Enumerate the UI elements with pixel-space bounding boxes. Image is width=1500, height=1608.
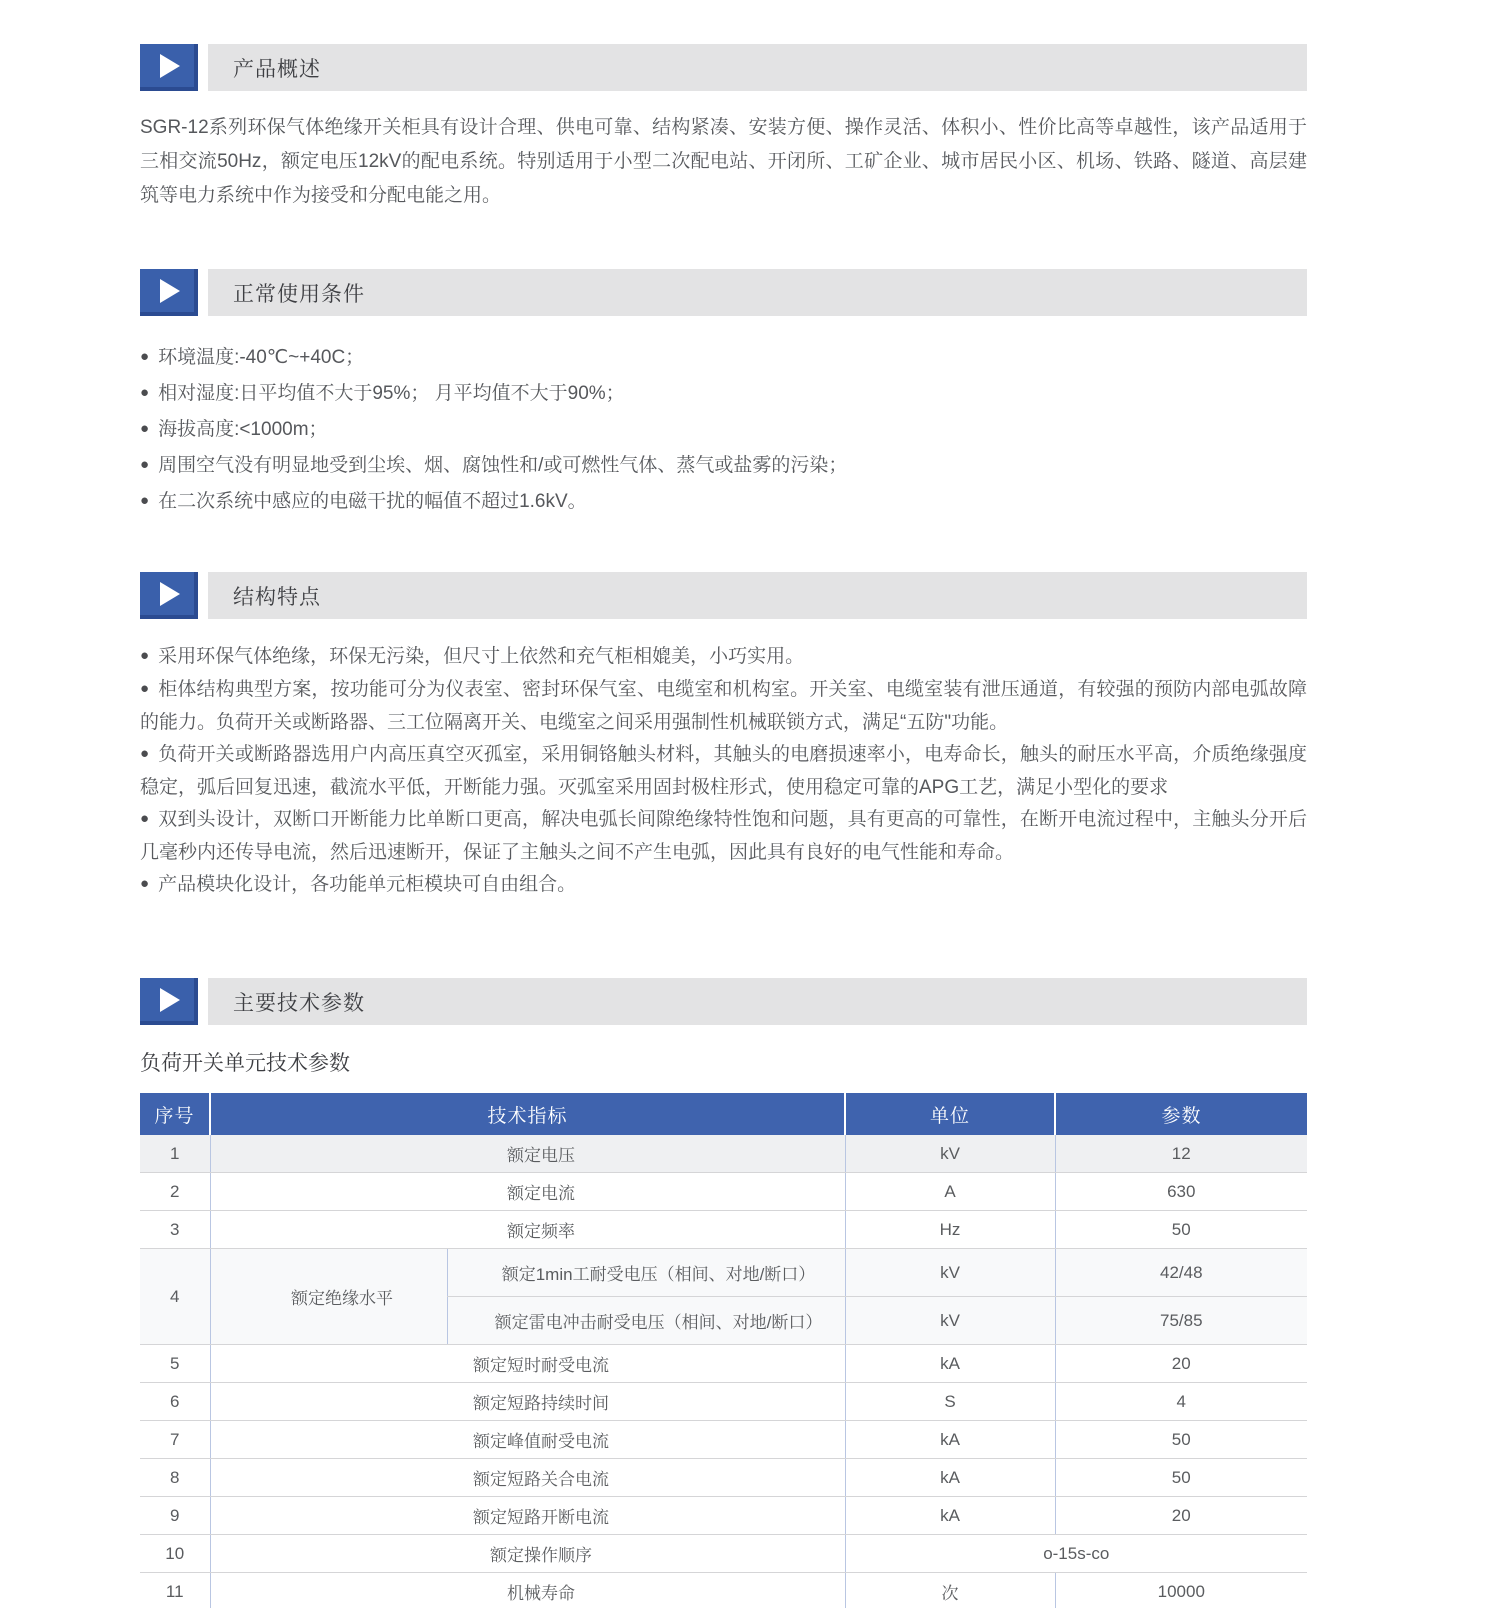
conditions-list <box>140 340 1307 520</box>
cell-indicator: 额定绝缘水平 <box>210 1249 447 1345</box>
section-title: 主要技术参数 <box>233 991 365 1015</box>
col-header-indicator: 技术指标 <box>210 1093 845 1135</box>
cell-value: 630 <box>1055 1173 1307 1211</box>
table-subtitle: 负荷开关单元技术参数 <box>140 1052 350 1075</box>
cell-value: 50 <box>1055 1211 1307 1249</box>
bullet-item: ● 周围空气没有明显地受到尘埃、烟、腐蚀性和/或可燃性气体、蒸气或盐雾的污染； <box>140 448 1307 484</box>
section-title-bar <box>208 572 1307 619</box>
cell-indicator: 额定短路开断电流 <box>210 1497 845 1535</box>
play-icon <box>140 572 198 619</box>
cell-indicator: 额定电流 <box>210 1173 845 1211</box>
table-row <box>140 1421 1307 1459</box>
cell-indicator: 额定操作顺序 <box>210 1535 845 1573</box>
cell-unit: kA <box>845 1345 1055 1383</box>
play-icon <box>140 269 198 316</box>
cell-unit: kA <box>845 1497 1055 1535</box>
cell-unit: kA <box>845 1421 1055 1459</box>
cell-no: 8 <box>140 1459 210 1497</box>
section-features <box>140 572 1307 902</box>
parameters-table <box>140 1093 1307 1608</box>
table-row <box>140 1345 1307 1383</box>
col-header-unit: 单位 <box>845 1093 1055 1135</box>
bullet-item: ● 采用环保气体绝缘，环保无污染，但尺寸上依然和充气柜相媲美，小巧实用。 <box>140 641 1307 674</box>
cell-indicator: 额定频率 <box>210 1211 845 1249</box>
table-row <box>140 1535 1307 1573</box>
cell-indicator: 额定短时耐受电流 <box>210 1345 845 1383</box>
cell-unit: kA <box>845 1459 1055 1497</box>
cell-indicator: 额定短路持续时间 <box>210 1383 845 1421</box>
cell-no: 11 <box>140 1573 210 1608</box>
cell-indicator: 额定短路关合电流 <box>210 1459 845 1497</box>
cell-unit: S <box>845 1383 1055 1421</box>
cell-no: 4 <box>140 1249 210 1345</box>
cell-unit: kV <box>845 1249 1055 1297</box>
table-body <box>140 1135 1307 1608</box>
cell-value: 12 <box>1055 1135 1307 1173</box>
table-row <box>140 1383 1307 1421</box>
section-parameters <box>140 978 1307 1608</box>
bullet-item: ● 负荷开关或断路器选用户内高压真空灭孤室，采用铜铬触头材料，其触头的电磨损速率小，电寿命长，触头的耐压水平高，介质绝缘强度稳定，弧后回复迅速，截流水平低，开断能力强。灭弧室采用固封极柱形式，使用稳定可靠的APG工艺，满足小型化的要求 <box>140 739 1307 804</box>
cell-no: 10 <box>140 1535 210 1573</box>
cell-value: 42/48 <box>1055 1249 1307 1297</box>
table-row <box>140 1211 1307 1249</box>
bullet-item: ● 在二次系统中感应的电磁干扰的幅值不超过1.6kV。 <box>140 484 1307 520</box>
cell-value: 50 <box>1055 1459 1307 1497</box>
cell-value: 10000 <box>1055 1573 1307 1608</box>
cell-no: 9 <box>140 1497 210 1535</box>
cell-value: 75/85 <box>1055 1297 1307 1345</box>
cell-value: 20 <box>1055 1497 1307 1535</box>
section-header-overview <box>140 44 1307 91</box>
cell-value: 20 <box>1055 1345 1307 1383</box>
bullet-item: ● 环境温度:-40℃~+40C； <box>140 340 1307 376</box>
section-header-features <box>140 572 1307 619</box>
section-title: 结构特点 <box>233 585 321 609</box>
table-row <box>140 1173 1307 1211</box>
table-row <box>140 1135 1307 1173</box>
section-title-bar <box>208 44 1307 91</box>
cell-unit: kV <box>845 1135 1055 1173</box>
cell-indicator: 额定峰值耐受电流 <box>210 1421 845 1459</box>
triangle-glyph <box>160 582 180 606</box>
cell-no: 3 <box>140 1211 210 1249</box>
cell-no: 2 <box>140 1173 210 1211</box>
col-header-value: 参数 <box>1055 1093 1307 1135</box>
cell-unit: A <box>845 1173 1055 1211</box>
cell-unit: 次 <box>845 1573 1055 1608</box>
cell-indicator: 机械寿命 <box>210 1573 845 1608</box>
cell-no: 1 <box>140 1135 210 1173</box>
cell-no: 6 <box>140 1383 210 1421</box>
overview-paragraph: SGR-12系列环保气体绝缘开关柜具有设计合理、供电可靠、结构紧凑、安装方便、操作灵活、体积小、性价比高等卓越性，该产品适用于三相交流50Hz，额定电压12kV的配电系统。特别适用于小型二次配电站、开闭所、工矿企业、城市居民小区、机场、铁路、隧道、高层建筑等电力系统中作为接受和分配电能之用。 <box>140 117 1307 206</box>
cell-sub-indicator: 额定1min工耐受电压（相间、对地/断口） <box>447 1249 845 1297</box>
play-icon <box>140 44 198 91</box>
bullet-item: ● 柜体结构典型方案，按功能可分为仪表室、密封环保气室、电缆室和机构室。开关室、电缆室装有泄压通道，有较强的预防内部电弧故障的能力。负荷开关或断路器、三工位隔离开关、电缆室之间采用强制性机械联锁方式，满足“五防"功能。 <box>140 674 1307 739</box>
section-conditions <box>140 269 1307 520</box>
cell-sub-indicator: 额定雷电冲击耐受电压（相间、对地/断口） <box>447 1297 845 1345</box>
section-overview <box>140 44 1307 213</box>
cell-merged-value: o-15s-co <box>845 1535 1307 1573</box>
col-header-no: 序号 <box>140 1093 210 1135</box>
section-header-conditions <box>140 269 1307 316</box>
triangle-glyph <box>160 54 180 78</box>
cell-unit: kV <box>845 1297 1055 1345</box>
cell-unit: Hz <box>845 1211 1055 1249</box>
section-header-parameters <box>140 978 1307 1025</box>
features-list <box>140 641 1307 902</box>
section-title: 产品概述 <box>233 57 321 81</box>
cell-no: 7 <box>140 1421 210 1459</box>
section-title-bar <box>208 978 1307 1025</box>
table-row <box>140 1249 1307 1297</box>
section-title-bar <box>208 269 1307 316</box>
cell-value: 4 <box>1055 1383 1307 1421</box>
table-header-row <box>140 1093 1307 1135</box>
triangle-glyph <box>160 279 180 303</box>
table-row <box>140 1497 1307 1535</box>
play-icon <box>140 978 198 1025</box>
bullet-item: ● 双到头设计，双断口开断能力比单断口更高，解决电弧长间隙绝缘特性饱和问题，具有更高的可靠性，在断开电流过程中，主触头分开后几毫秒内还传导电流，然后迅速断开，保证了主触头之间不产生电弧，因此具有良好的电气性能和寿命。 <box>140 804 1307 869</box>
table-row <box>140 1573 1307 1608</box>
bullet-item: ● 产品模块化设计，各功能单元柜模块可自由组合。 <box>140 869 1307 902</box>
bullet-item: ● 相对湿度:日平均值不大于95%； 月平均值不大于90%； <box>140 376 1307 412</box>
table-row <box>140 1459 1307 1497</box>
cell-no: 5 <box>140 1345 210 1383</box>
bullet-item: ● 海拔高度:<1000m； <box>140 412 1307 448</box>
triangle-glyph <box>160 988 180 1012</box>
cell-indicator: 额定电压 <box>210 1135 845 1173</box>
cell-value: 50 <box>1055 1421 1307 1459</box>
section-title: 正常使用条件 <box>233 282 365 306</box>
table-head <box>140 1093 1307 1135</box>
